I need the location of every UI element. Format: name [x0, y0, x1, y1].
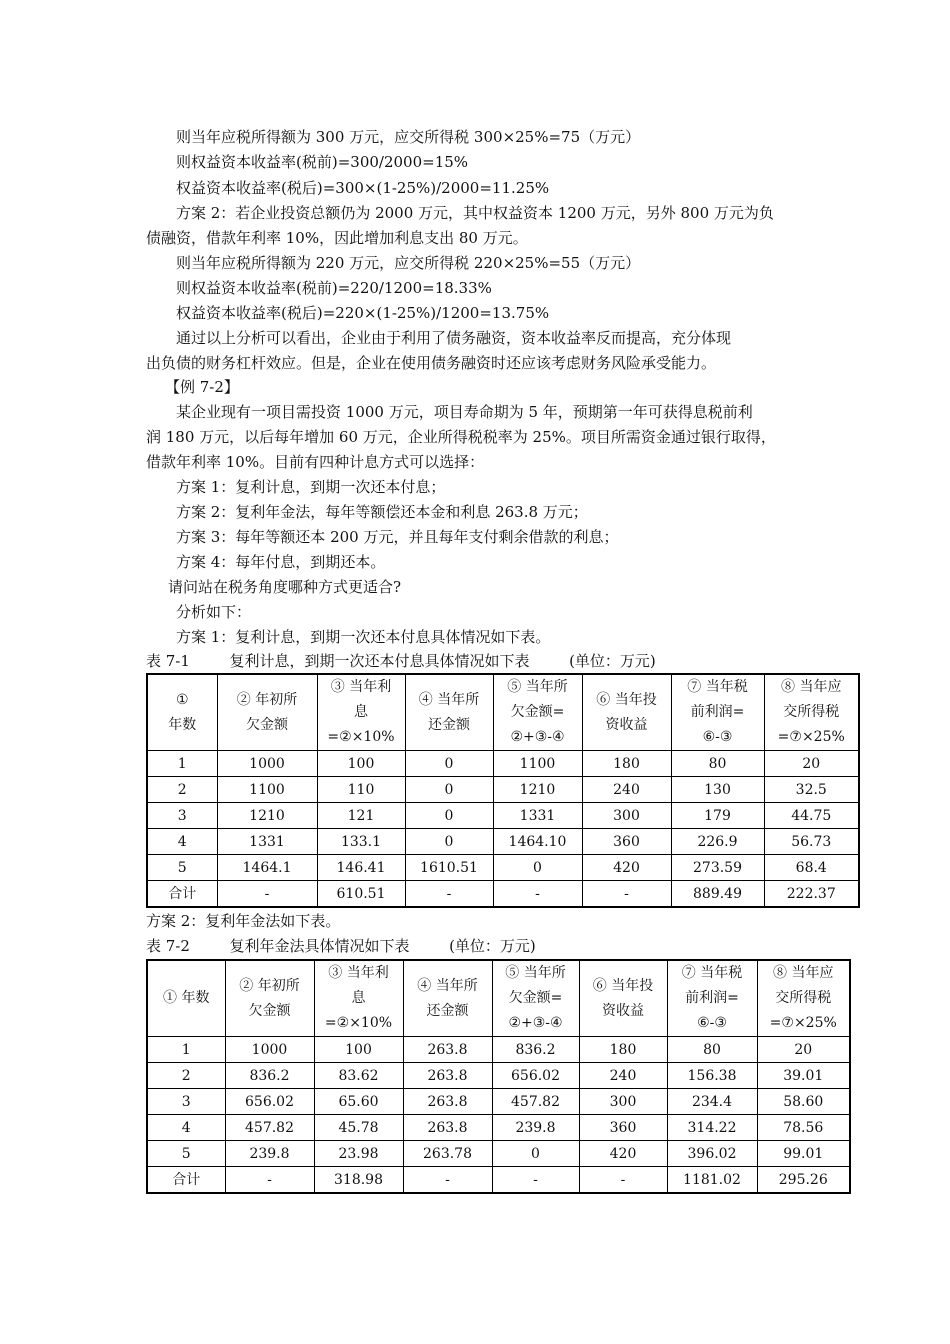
paragraph: 方案 2：复利年金法，每年等额偿还本金和利息 263.8 万元；: [176, 503, 588, 521]
header-line: 还金额: [426, 1002, 469, 1019]
table-cell: 2: [147, 1063, 225, 1089]
header-line: 年数: [168, 716, 197, 733]
header-line: ⑧ 当年应: [773, 965, 834, 981]
table-cell: 0: [493, 855, 582, 881]
table-cell: 合计: [147, 881, 217, 908]
table-cell: 234.4: [667, 1089, 757, 1115]
table-cell: 20: [764, 751, 859, 777]
table-header-cell: [403, 960, 492, 1037]
table-cell: 20: [757, 1037, 850, 1063]
table-cell: 45.78: [314, 1115, 403, 1141]
table-cell: 656.02: [225, 1089, 314, 1115]
table-caption: [146, 936, 536, 956]
paragraph: 方案 2：复利年金法如下表。: [146, 912, 341, 930]
table-cell: 3: [147, 1089, 225, 1115]
table-cell: 1331: [493, 803, 582, 829]
header-line: ① 年数: [163, 990, 210, 1006]
table-row: [147, 1141, 850, 1167]
table-caption-title: 复利年金法具体情况如下表: [229, 937, 410, 955]
header-line: ⑥-③: [702, 729, 733, 745]
table-header-cell: [147, 674, 217, 751]
table-row: [147, 881, 859, 908]
table-row: [147, 1037, 850, 1063]
table-cell: 23.98: [314, 1141, 403, 1167]
paragraph: 润 180 万元，以后每年增加 60 万元，企业所得税税率为 25%。项目所需资金通过银行取得，: [146, 428, 776, 446]
table-cell: 1210: [217, 803, 317, 829]
table-cell: 3: [147, 803, 217, 829]
table-cell: 1100: [493, 751, 582, 777]
header-line: 息: [351, 990, 366, 1006]
paragraph: 则当年应税所得额为 220 万元，应交所得税 220×25%=55（万元）: [176, 254, 641, 272]
table-cell: -: [493, 881, 582, 908]
header-line: =⑦×25%: [769, 1015, 837, 1031]
header-line: ⑥ 当年投: [592, 977, 654, 994]
paragraph: 则权益资本收益率(税前)=220/1200=18.33%: [176, 279, 492, 297]
table-cell: 263.78: [403, 1141, 492, 1167]
table-cell: 0: [405, 751, 493, 777]
header-line: ② 年初所: [239, 977, 300, 994]
table-cell: 226.9: [671, 829, 764, 855]
table-cell: 65.60: [314, 1089, 403, 1115]
table-cell: -: [217, 881, 317, 908]
table-cell: 836.2: [492, 1037, 579, 1063]
table-header-cell: [405, 674, 493, 751]
table-caption-unit: (单位：万元): [569, 652, 656, 670]
table-cell: 889.49: [671, 881, 764, 908]
table-cell: 457.82: [492, 1089, 579, 1115]
header-line: ①: [175, 691, 189, 708]
header-line: ③ 当年利: [328, 965, 389, 981]
paragraph: 权益资本收益率(税后)=300×(1-25%)/2000=11.25%: [176, 179, 550, 197]
table-cell: 5: [147, 855, 217, 881]
table-row: [147, 777, 859, 803]
table-cell: 83.62: [314, 1063, 403, 1089]
table-header-cell: [582, 674, 671, 751]
table-cell: 100: [314, 1037, 403, 1063]
paragraph: 某企业现有一项目需投资 1000 万元，项目寿命期为 5 年，预期第一年可获得息税前利: [176, 403, 753, 421]
paragraph: 方案 3：每年等额还本 200 万元，并且每年支付剩余借款的利息；: [176, 528, 619, 546]
table-cell: 1464.10: [493, 829, 582, 855]
table-cell: 146.41: [317, 855, 405, 881]
header-line: =⑦×25%: [777, 729, 845, 745]
table-cell: 1181.02: [667, 1167, 757, 1194]
table-caption-unit: (单位：万元): [449, 937, 536, 955]
table-cell: 300: [582, 803, 671, 829]
header-line: ②+③-④: [508, 1015, 563, 1031]
paragraph: 分析如下：: [176, 603, 252, 621]
table-cell: 80: [667, 1037, 757, 1063]
paragraph: 则权益资本收益率(税前)=300/2000=15%: [176, 153, 469, 171]
header-line: ⑥-③: [697, 1015, 727, 1031]
table-cell: 180: [582, 751, 671, 777]
header-line: 资收益: [602, 1002, 644, 1019]
table-cell: 156.38: [667, 1063, 757, 1089]
table-cell: 1: [147, 1037, 225, 1063]
table-cell: 1464.1: [217, 855, 317, 881]
paragraph: 则当年应税所得额为 300 万元，应交所得税 300×25%=75（万元）: [176, 128, 641, 146]
table-cell: 656.02: [492, 1063, 579, 1089]
paragraph: 方案 1：复利计息，到期一次还本付息具体情况如下表。: [176, 628, 551, 646]
table-row: [147, 1115, 850, 1141]
header-line: 还金额: [428, 716, 470, 733]
table-header-cell: [667, 960, 757, 1037]
table-cell: 836.2: [225, 1063, 314, 1089]
paragraph: 方案 4：每年付息，到期还本。: [176, 553, 386, 571]
header-line: 交所得税: [783, 704, 840, 720]
table-cell: 263.8: [403, 1115, 492, 1141]
table-cell: 295.26: [757, 1167, 850, 1194]
header-line: 交所得税: [775, 990, 832, 1006]
table-cell: 78.56: [757, 1115, 850, 1141]
paragraph: 通过以上分析可以看出，企业由于利用了债务融资，资本收益率反而提高，充分体现: [176, 329, 732, 347]
header-line: ② 年初所: [236, 691, 298, 708]
table-cell: 263.8: [403, 1089, 492, 1115]
table-row: [147, 1167, 850, 1194]
table-header-row: [147, 960, 850, 1037]
header-line: 前利润=: [685, 990, 739, 1006]
header-line: ⑦ 当年税: [687, 679, 748, 695]
table-cell: 318.98: [314, 1167, 403, 1194]
table-cell: 56.73: [764, 829, 859, 855]
table-cell: 4: [147, 1115, 225, 1141]
table-cell: 121: [317, 803, 405, 829]
table-row: [147, 855, 859, 881]
header-line: ④ 当年所: [417, 977, 478, 994]
table-cell: 180: [579, 1037, 667, 1063]
table-caption-id: 表 7-2: [146, 937, 190, 955]
header-line: ④ 当年所: [418, 691, 480, 708]
table-cell: 32.5: [764, 777, 859, 803]
table-cell: 5: [147, 1141, 225, 1167]
table-cell: 44.75: [764, 803, 859, 829]
table-cell: 179: [671, 803, 764, 829]
table-cell: 396.02: [667, 1141, 757, 1167]
table-cell: 0: [405, 777, 493, 803]
table-row: [147, 751, 859, 777]
table-cell: 360: [579, 1115, 667, 1141]
table-caption-id: 表 7-1: [146, 652, 190, 670]
paragraph: 债融资，借款年利率 10%，因此增加利息支出 80 万元。: [146, 229, 528, 247]
table-header-cell: [217, 674, 317, 751]
paragraph: 出负债的财务杠杆效应。但是，企业在使用债务融资时还应该考虑财务风险承受能力。: [146, 354, 717, 372]
table-cell: 2: [147, 777, 217, 803]
example-heading: 【例 7-2】: [165, 378, 239, 396]
paragraph: 借款年利率 10%。目前有四种计息方式可以选择：: [146, 453, 485, 471]
header-line: ⑧ 当年应: [781, 679, 842, 695]
table-cell: -: [492, 1167, 579, 1194]
header-line: ⑤ 当年所: [505, 965, 566, 981]
table-cell: 合计: [147, 1167, 225, 1194]
table-row: [147, 803, 859, 829]
table-cell: 99.01: [757, 1141, 850, 1167]
table-cell: 110: [317, 777, 405, 803]
table-header-cell: [314, 960, 403, 1037]
header-line: 前利润=: [690, 704, 745, 720]
table-header-cell: [225, 960, 314, 1037]
header-line: 资收益: [605, 716, 648, 733]
table-cell: 80: [671, 751, 764, 777]
header-line: =②×10%: [324, 1015, 393, 1031]
table-cell: 1: [147, 751, 217, 777]
table-cell: 273.59: [671, 855, 764, 881]
table-cell: 314.22: [667, 1115, 757, 1141]
table-cell: -: [579, 1167, 667, 1194]
table-cell: 263.8: [403, 1037, 492, 1063]
table-cell: -: [225, 1167, 314, 1194]
table-header-cell: [147, 960, 225, 1037]
header-line: 欠金额: [246, 716, 288, 733]
table-cell: 420: [579, 1141, 667, 1167]
header-line: ③ 当年利: [330, 679, 392, 695]
table-cell: 239.8: [225, 1141, 314, 1167]
table-header-cell: [757, 960, 850, 1037]
table-row: [147, 1089, 850, 1115]
table-cell: 100: [317, 751, 405, 777]
table-cell: 1100: [217, 777, 317, 803]
table-cell: -: [403, 1167, 492, 1194]
table-annuity: [146, 959, 851, 1194]
header-line: 息: [354, 704, 368, 720]
header-line: =②×10%: [327, 729, 395, 745]
header-line: ②+③-④: [510, 729, 565, 745]
header-line: ⑤ 当年所: [507, 679, 568, 695]
table-compound-interest: [146, 673, 860, 908]
table-cell: -: [582, 881, 671, 908]
table-cell: -: [405, 881, 493, 908]
table-row: [147, 829, 859, 855]
table-cell: 1610.51: [405, 855, 493, 881]
table-header-cell: [579, 960, 667, 1037]
table-cell: 0: [492, 1141, 579, 1167]
header-line: ⑦ 当年税: [681, 965, 743, 981]
table-cell: 130: [671, 777, 764, 803]
table-header-cell: [317, 674, 405, 751]
paragraph: 方案 1：复利计息，到期一次还本付息；: [176, 478, 446, 496]
paragraph: 权益资本收益率(税后)=220×(1-25%)/1200=13.75%: [176, 304, 550, 322]
table-cell: 133.1: [317, 829, 405, 855]
table-cell: 610.51: [317, 881, 405, 908]
table-cell: 1331: [217, 829, 317, 855]
table-cell: 1210: [493, 777, 582, 803]
table-cell: 239.8: [492, 1115, 579, 1141]
table-cell: 58.60: [757, 1089, 850, 1115]
table-row: [147, 1063, 850, 1089]
header-line: 欠金额: [248, 1002, 291, 1019]
table-header-cell: [492, 960, 579, 1037]
table-cell: 420: [582, 855, 671, 881]
table-cell: 360: [582, 829, 671, 855]
table-cell: 0: [405, 829, 493, 855]
paragraph: 方案 2：若企业投资总额仍为 2000 万元，其中权益资本 1200 万元，另外 800 万元为负: [176, 204, 774, 222]
table-cell: 0: [405, 803, 493, 829]
table-cell: 1000: [225, 1037, 314, 1063]
header-line: ⑥ 当年投: [596, 691, 657, 708]
table-cell: 240: [582, 777, 671, 803]
header-line: 欠金额=: [510, 704, 565, 720]
table-cell: 240: [579, 1063, 667, 1089]
table-cell: 68.4: [764, 855, 859, 881]
paragraph: 请问站在税务角度哪种方式更适合?: [168, 578, 402, 596]
header-line: 欠金额=: [508, 990, 563, 1006]
table-caption: [146, 651, 656, 671]
table-cell: 222.37: [764, 881, 859, 908]
table-cell: 300: [579, 1089, 667, 1115]
table-cell: 4: [147, 829, 217, 855]
table-cell: 263.8: [403, 1063, 492, 1089]
table-cell: 457.82: [225, 1115, 314, 1141]
table-cell: 1000: [217, 751, 317, 777]
table-header-row: [147, 674, 859, 751]
table-header-cell: [671, 674, 764, 751]
table-header-cell: [764, 674, 859, 751]
table-header-cell: [493, 674, 582, 751]
table-caption-title: 复利计息，到期一次还本付息具体情况如下表: [229, 652, 530, 670]
table-cell: 39.01: [757, 1063, 850, 1089]
